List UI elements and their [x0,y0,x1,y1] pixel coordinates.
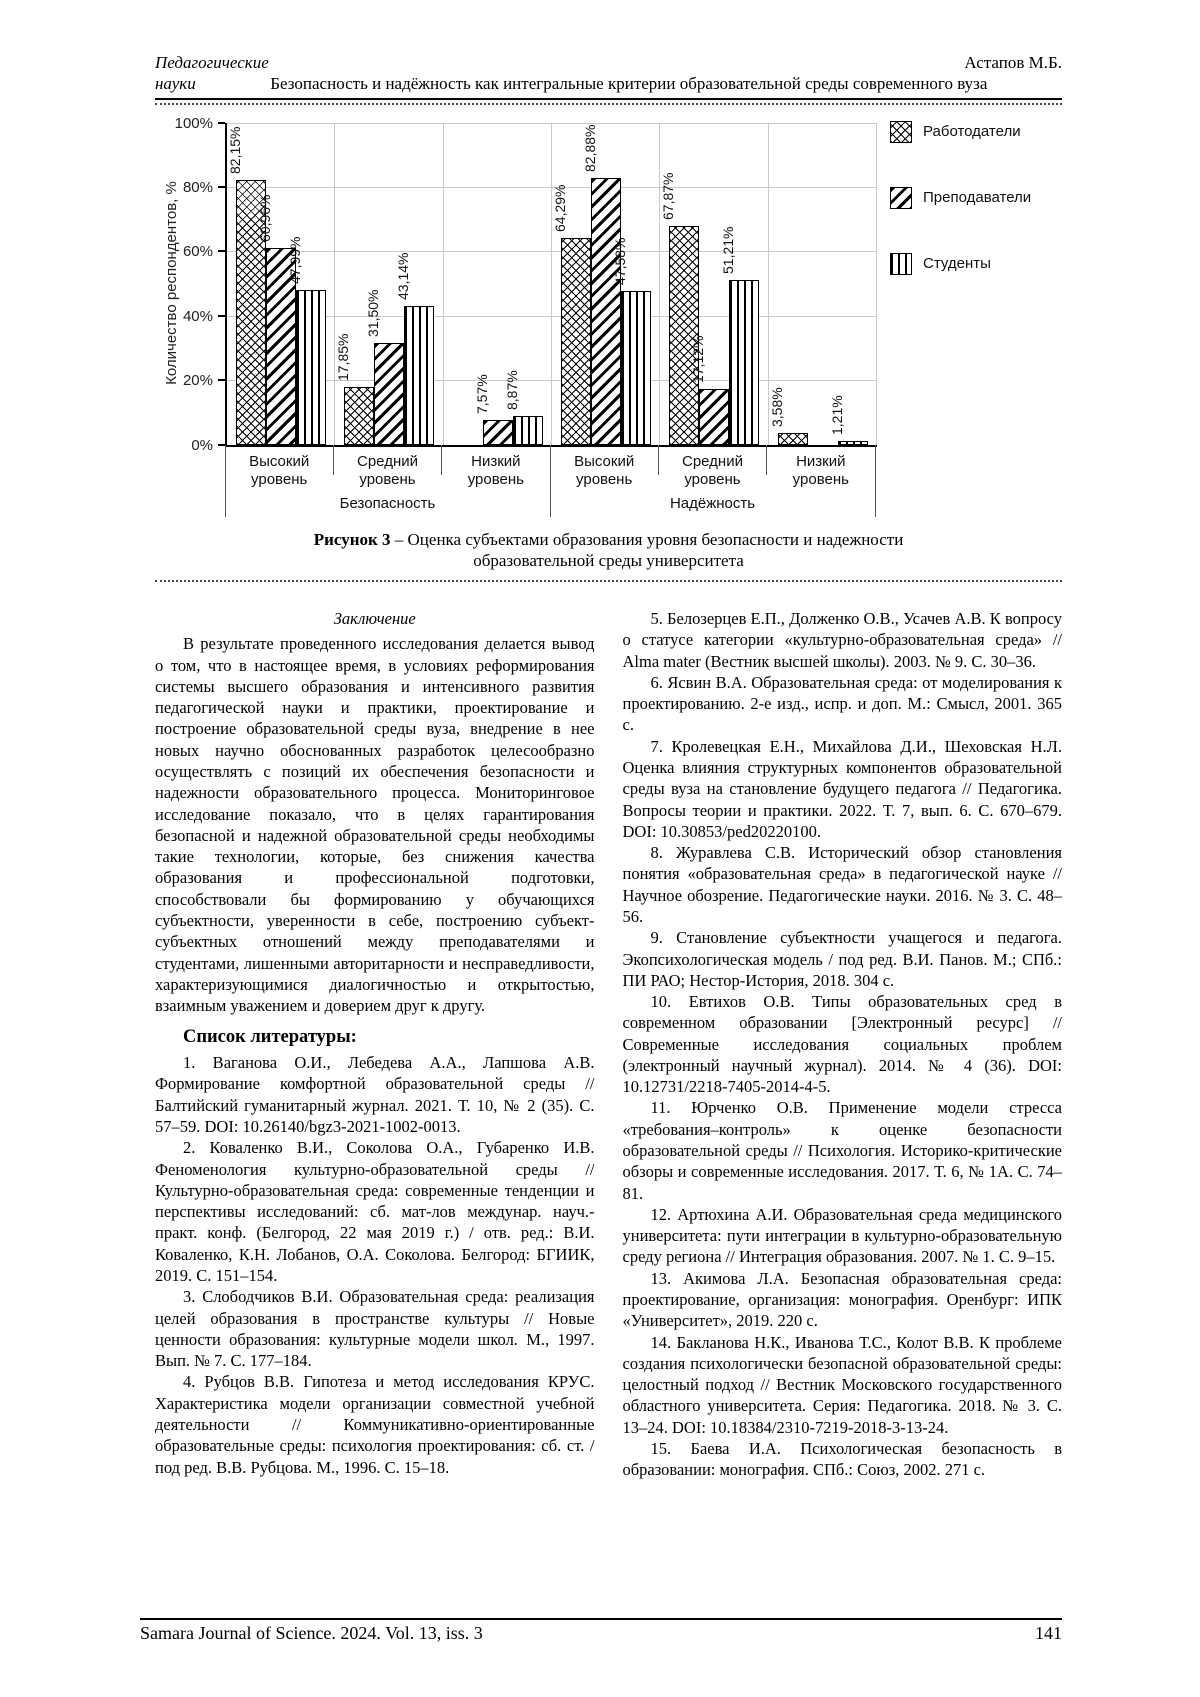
bar-value-label: 82,88% [582,124,599,172]
x-level-label: Низкий уровень [792,452,849,489]
bar-slot [612,123,651,445]
legend-item [890,187,1031,209]
bar-group [444,123,552,445]
bar-diagonal [699,389,729,444]
bar-slot [503,123,543,445]
bar-value-label: 51,21% [720,226,737,274]
references-heading: Список литературы: [183,1027,357,1048]
reference-item: 13. Акимова Л.А. Безопасная образовательная среда: проектирование, организация: монография. Оренбург: ИПК «Университет», 2019. 220 с. [622,1268,1062,1331]
bar-group [552,123,660,445]
bar-value-label: 7,57% [473,374,490,415]
reference-item: 8. Журавлева С.В. Исторический обзор становления понятия «образовательная среда» в педагогической науке // Научное обозрение. Педагогические науки. 2016. № 3. С. 48–56. [622,843,1062,926]
y-tick-mark [218,122,225,124]
bar-slot [660,123,699,445]
bar-group [227,123,335,445]
bar-value-label: 8,87% [503,370,520,410]
x-level-label: Высокий уровень [249,452,310,489]
reference-item: 3. Слободчиков В.И. Образовательная среда: реализация целей образования в пространстве культуры // Новые ценности образования: культурные модели школ. М., 1997. Вып. № 7. С. 177–184. [155,1287,595,1371]
plot-area [225,123,877,447]
x-level-label: Средний уровень [681,452,743,489]
x-level-label: Средний уровень [357,452,418,489]
reference-item: 10. Евтихов О.В. Типы образовательных сред в современном образовании [Электронный ресурс] // Современные исследования социальных проблем (электронный научный журнал). 2014. № 4 (36). DOI: 10.12731/2218-7405-2014-4-5. [622,992,1062,1097]
bar-slot [768,123,808,445]
bar-vertical [621,291,651,444]
legend-item [890,253,1031,275]
figure-caption-label: Рисунок 3 [313,529,391,549]
bar-value-label: 17,12% [690,335,707,384]
bar-value-label: 60,96% [257,194,274,243]
header-dotted-divider [155,103,1062,105]
author-name: Астапов М.Б. [964,53,1062,72]
bar-diagonal [374,343,404,444]
reference-item: 1. Ваганова О.И., Лебедева А.А., Лапшова А.В. Формирование комфортной образовательной среды // Балтийский гуманитарный журнал. 2021. Т. 10, № 2 (35). С. 57–59. DOI: 10.26140/bgz3-2021-1002-0013. [155,1053,595,1137]
legend-label: Преподаватели [923,189,1032,206]
bar-groups [227,123,877,445]
bar-diagonal [591,178,621,445]
y-tick-mark [218,315,225,317]
references-list-right [623,608,1063,1481]
reference-item: 2. Коваленко В.И., Соколова О.А., Губаренко И.В. Феноменология культурно-образовательной среды // Культурно-образовательная среда: современные тенденции и перспективы исследований: сб. мат-лов междунар. науч.-практ. конф. (Белгород, 22 мая 2019 г.) / отв. ред.: В.И. Коваленко, К.Н. Лобанов, О.А. Соколова. Белгород: БГИИК, 2019. С. 151–154. [155,1138,595,1286]
footer-page-number: 141 [1035,1623,1062,1643]
reference-item: 14. Бакланова Н.К., Иванова Т.С., Колот В.В. К проблеме создания психологически безопасной образовательной среды: целостный подход // Вестник Московского государственного областного университета. Серия: Педагогика. 2018. № 3. С. 13–24. DOI: 10.18384/2310-7219-2018-3-13-24. [622,1332,1062,1437]
bar-value-label: 3,58% [768,387,785,427]
conclusion-paragraph: В результате проведенного исследования делается вывод о том, что в настоящее время, в условиях реформирования системы высшего образования и интенсивного развития педагогической науки и практики, проектирование и построение образовательной среды вуза, внедрение в нее новых научно обоснованных разработок целесообразно осуществлять с позиций их обеспечения безопасности и надежности образовательного процесса. Мониторинговое исследование показало, что в целях гарантирования безопасной и надежной образовательной среды необходимы такие технологии, которые, без снижения качества образования и профессиональной подготовки, способствовали бы формированию у обучающихся субъектности, уверенности в себе, построению субъект-субъектных отношений между преподавателями и студентами, лишенными авторитарности и несправедливости, характеризующимися диалогичностью и открытостью, взаимным уважением и доверием друг к другу. [155,634,595,1016]
bar-value-label: 47,58% [612,237,629,286]
bar-value-label: 64,29% [552,184,569,232]
y-tick-label: 80% [182,178,213,196]
y-tick-mark [218,379,225,381]
legend-label: Работодатели [923,123,1021,140]
y-tick-mark [218,444,225,446]
bar-group [769,123,877,445]
bar-value-label: 82,15% [227,126,244,174]
bar-slot [227,123,266,445]
references-list-left [155,1052,595,1478]
page-footer [140,1618,1062,1644]
y-axis-label: Количество респондентов, % [163,180,180,385]
bar-diagonal [483,420,513,444]
reference-item: 5. Белозерцев Е.П., Долженко О.В., Усачев А.В. К вопросу о статусе категории «культурно-образовательная среда» // Alma mater (Вестник высшей школы). 2003. № 9. С. 30–36. [622,609,1062,671]
figure-caption [259,529,959,572]
bar-slot [720,123,759,445]
x-section-label: Безопасность [339,494,436,512]
bar-vertical [729,280,759,445]
bar-slot [828,123,868,445]
bar-vertical [513,416,543,445]
bar-group [335,123,443,445]
y-axis [163,114,225,454]
bar-crosshatch [561,238,591,445]
page-header [155,52,1062,100]
x-section-label: Надёжность [669,494,756,512]
legend-item [890,121,1031,143]
x-level-label: Низкий уровень [467,452,524,489]
bar-vertical [838,441,868,445]
bar-slot [287,123,326,445]
running-title: Безопасность и надёжность как интегральные критерии образовательной среды современного вуза [270,74,988,94]
reference-item: 9. Становление субъектности учащегося и педагога. Экопсихологическая модель / под ред. В.И. Панов. М.; СПб.: ПИ РАО; Нестор-История, 2018. 304 с. [622,928,1062,990]
y-tick-label: 40% [182,307,213,325]
bar-value-label: 67,87% [660,172,677,220]
left-column [155,608,595,1481]
bar-value-label: 43,14% [395,252,412,300]
crosshatch-swatch-icon [890,121,912,143]
section-name-line2: науки [155,74,196,94]
bar-vertical [404,306,434,445]
figure-chart [155,115,1062,525]
figure-caption-text: – Оценка субъектами образования уровня безопасности и надежности образовательной среды университета [394,529,904,570]
y-tick-label: 20% [182,372,213,390]
x-axis-section-labels [225,495,875,512]
bar-value-label: 17,85% [335,333,352,382]
x-axis-level-labels [225,449,875,491]
x-level-label: Высокий уровень [574,452,635,489]
bar-value-label: 31,50% [365,289,382,338]
reference-item: 4. Рубцов В.В. Гипотеза и метод исследования КРУС. Характеристика модели организации совместной учебной деятельности // Коммуникативно-ориентированные образовательные среды: психология проектирования: сб. ст. / под ред. В.В. Рубцова. М., 1996. С. 15–18. [155,1372,595,1477]
chart-legend [890,121,1031,319]
bar-slot [335,123,374,445]
reference-item: 12. Артюхина А.И. Образовательная среда медицинского университета: пути интеграции в культурно-образовательную среду региона // Интеграция образования. 2007. № 1. С. 9–15. [622,1204,1062,1267]
bar-group [660,123,768,445]
bar-slot [690,123,729,445]
reference-item: 11. Юрченко О.В. Применение модели стресса «требования–контроль» к оценке безопасности образовательной среды // Психология. Историко-критические обзоры и современные исследования. 2017. Т. 6, № 1А. С. 74–81. [622,1098,1062,1203]
bar-crosshatch [344,387,374,444]
section-name-line1: Педагогические [155,53,269,72]
y-tick-label: 0% [191,436,213,454]
bar-slot [395,123,434,445]
reference-item: 6. Ясвин В.А. Образовательная среда: от моделирования к проектированию. 2-е изд., испр. и доп. М.: Смысл, 2001. 365 с. [622,672,1062,735]
y-tick-label: 100% [174,114,213,132]
bar-crosshatch [778,433,808,445]
reference-item: 7. Кролевецкая Е.Н., Михайлова Д.И., Шеховская Н.Л. Оценка влияния структурных компонентов образовательной среды вуза на становление будущего педагога // Педагогика. Вопросы теории и практики. 2022. Т. 7, вып. 6. С. 670–679. DOI: 10.30853/ped20220100. [622,736,1062,841]
legend-label: Студенты [923,255,991,272]
diagonal-swatch-icon [890,187,912,209]
y-tick-label: 60% [182,243,213,261]
reference-item: 15. Баева И.А. Психологическая безопасность в образовании: монография. СПб.: Союз, 2002. 271 с. [622,1438,1062,1480]
y-tick-mark [218,250,225,252]
bar-vertical [296,290,326,445]
y-tick-mark [218,186,225,188]
right-column [623,608,1063,1481]
footer-journal: Samara Journal of Science. 2024. Vol. 13, iss. 3 [140,1623,483,1643]
conclusion-heading: Заключение [333,609,416,628]
vertical-swatch-icon [890,253,912,275]
bar-value-label: 1,21% [828,394,845,435]
caption-dotted-divider [155,580,1062,582]
bar-value-label: 47,99% [287,236,304,284]
